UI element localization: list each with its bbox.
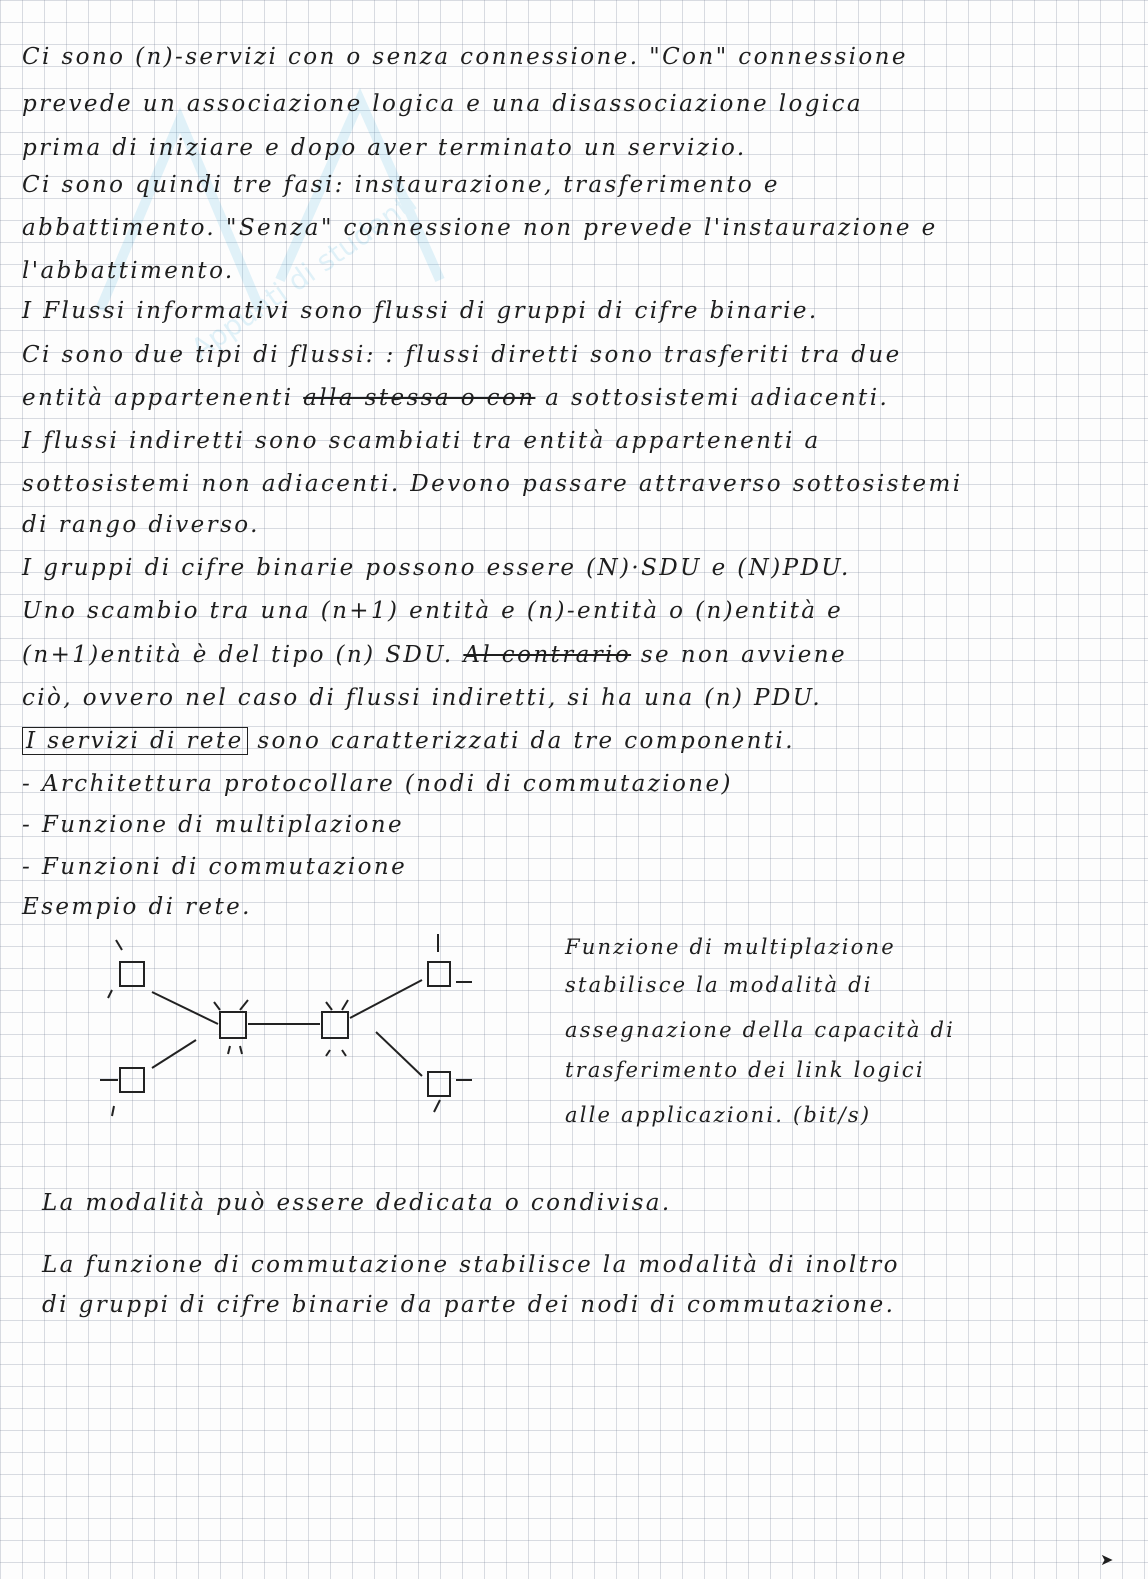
text-line: Ci sono (n)-servizi con o senza connessione. "Con" connessione — [22, 44, 908, 70]
text-line: Ci sono due tipi di flussi: : flussi diretti sono trasferiti tra due — [22, 342, 902, 368]
end-node-box — [120, 962, 144, 986]
boxed-term: I servizi di rete — [22, 727, 248, 755]
end-node-box — [428, 962, 450, 986]
side-note-line: stabilisce la modalità di — [565, 973, 873, 997]
list-item: - Architettura protocollare (nodi di commutazione) — [22, 771, 733, 797]
list-item: - Funzione di multiplazione — [22, 812, 405, 838]
text-line: I gruppi di cifre binarie possono essere (N)·SDU e (N)PDU. — [22, 555, 851, 581]
list-item: - Funzioni di commutazione — [22, 854, 408, 880]
text-segment: entità appartenenti — [22, 385, 294, 411]
text-line: abbattimento. "Senza" connessione non prevede l'instaurazione e — [22, 215, 938, 241]
text-line: I flussi indiretti sono scambiati tra entità appartenenti a — [22, 428, 821, 454]
link-line — [376, 1032, 422, 1076]
end-node-box — [428, 1072, 450, 1096]
text-line: Uno scambio tra una (n+1) entità e (n)-entità o (n)entità e — [22, 598, 844, 624]
link-line — [152, 1040, 196, 1068]
text-line: I Flussi informativi sono flussi di gruppi di cifre binarie. — [22, 298, 819, 324]
text-line: Ci sono quindi tre fasi: instaurazione, trasferimento e — [22, 172, 780, 198]
text-line: di gruppi di cifre binarie da parte dei nodi di commutazione. — [42, 1292, 896, 1318]
text-segment: se non avviene — [640, 642, 848, 668]
side-note-line: trasferimento dei link logici — [565, 1058, 925, 1082]
struck-text: alla stessa o con — [303, 385, 536, 411]
side-note-line: alle applicazioni. (bit/s) — [565, 1103, 872, 1127]
end-node-box — [120, 1068, 144, 1092]
side-note-line: assegnazione della capacità di — [565, 1018, 956, 1042]
text-line-with-strikeout — [22, 640, 847, 670]
text-line: di rango diverso. — [22, 512, 260, 538]
text-line: l'abbattimento. — [22, 258, 235, 284]
network-diagram — [80, 920, 480, 1140]
text-line: prevede un associazione logica e una disassociazione logica — [22, 91, 863, 117]
arrow-mark-icon: ➤ — [1100, 1550, 1114, 1569]
text-segment: sono caratterizzati da tre componenti. — [257, 728, 795, 754]
text-line: ciò, ovvero nel caso di flussi indiretti, si ha una (n) PDU. — [22, 685, 823, 711]
link-line — [350, 980, 422, 1018]
text-segment: a sottosistemi adiacenti. — [545, 385, 890, 411]
tick-mark — [326, 1000, 348, 1056]
text-segment: (n+1)entità è del tipo (n) SDU. — [22, 642, 454, 668]
link-line — [152, 992, 218, 1024]
text-line: La funzione di commutazione stabilisce la modalità di inoltro — [42, 1252, 900, 1278]
switching-node-box — [220, 1012, 246, 1038]
struck-text: Al contrario — [463, 642, 632, 668]
text-line: La modalità può essere dedicata o condivisa. — [42, 1190, 672, 1216]
tick-mark — [100, 940, 122, 1116]
text-line: Esempio di rete. — [22, 894, 252, 920]
text-line: prima di iniziare e dopo aver terminato un servizio. — [22, 135, 747, 161]
text-line-with-boxed-term — [22, 726, 795, 756]
switching-node-box — [322, 1012, 348, 1038]
side-note-line: Funzione di multiplazione — [565, 935, 896, 959]
watermark-tagline: Appunti di studenti — [185, 185, 423, 366]
text-line-with-strikeout — [22, 383, 889, 413]
text-line: sottosistemi non adiacenti. Devono passare attraverso sottosistemi — [22, 471, 963, 497]
tick-mark — [434, 934, 472, 1112]
